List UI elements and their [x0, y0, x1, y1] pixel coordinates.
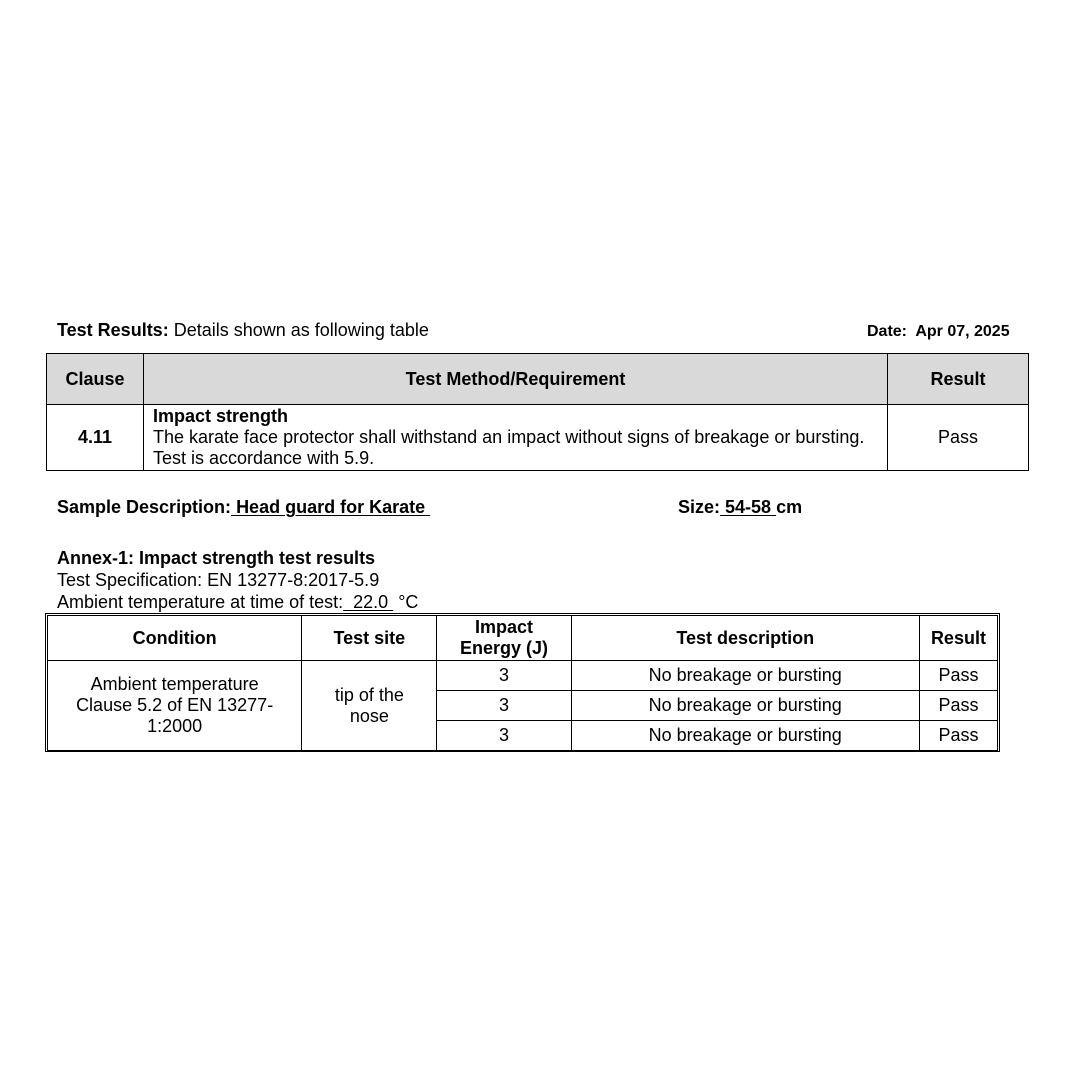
test-results-heading: [57, 320, 429, 341]
description-cell: No breakage or bursting: [571, 691, 919, 721]
table-header-row: [48, 616, 998, 661]
description-cell: No breakage or bursting: [571, 721, 919, 751]
column-header-result: Result: [919, 616, 997, 661]
result-cell: Pass: [919, 661, 997, 691]
test-results-label: Test Results:: [57, 320, 169, 340]
table-header-row: [47, 354, 1029, 405]
temp-label: Ambient temperature at time of test:: [57, 592, 344, 612]
column-header-result: Result: [888, 354, 1029, 405]
sample-size: [678, 497, 802, 518]
method-title: Impact strength: [153, 406, 289, 426]
size-value: 54-58: [725, 497, 772, 517]
description-cell: No breakage or bursting: [571, 661, 919, 691]
table-row: [47, 405, 1029, 471]
method-text: The karate face protector shall withstand an impact without signs of breakage or bursting. Test is accordance with 5.9.: [153, 427, 865, 468]
date-value: Apr 07, 2025: [915, 323, 1010, 340]
clause-cell: 4.11: [47, 405, 144, 471]
energy-cell: 3: [437, 661, 571, 691]
result-cell: Pass: [888, 405, 1029, 471]
condition-cell: Ambient temperature Clause 5.2 of EN 13277-1:2000: [48, 661, 302, 751]
size-label: Size:: [678, 497, 721, 517]
column-header-test-description: Test description: [571, 616, 919, 661]
test-results-table: [46, 353, 1029, 471]
date-label: Date:: [867, 323, 908, 340]
sample-description: [57, 497, 430, 518]
table-row: [48, 661, 998, 691]
column-header-impact-energy: Impact Energy (J): [437, 616, 571, 661]
annex-specification: Test Specification: EN 13277-8:2017-5.9: [57, 570, 380, 590]
report-date: [867, 323, 1010, 341]
test-results-text: Details shown as following table: [173, 320, 429, 340]
result-cell: Pass: [919, 691, 997, 721]
column-header-clause: Clause: [47, 354, 144, 405]
sample-description-label: Sample Description:: [57, 497, 232, 517]
column-header-method: Test Method/Requirement: [144, 354, 888, 405]
energy-cell: 3: [437, 691, 571, 721]
test-site-cell: tip of the nose: [302, 661, 437, 751]
size-unit: cm: [776, 497, 803, 517]
annex-title: Annex-1: Impact strength test results: [57, 548, 376, 568]
impact-test-table: [47, 615, 998, 751]
sample-description-value: Head guard for Karate: [236, 497, 426, 517]
method-cell: [144, 405, 888, 471]
annex-ambient-temperature: [57, 592, 418, 613]
result-cell: Pass: [919, 721, 997, 751]
annex-table-frame: [45, 613, 1000, 752]
temp-value: 22.0: [353, 592, 389, 612]
temp-unit: °C: [398, 592, 419, 612]
column-header-condition: Condition: [48, 616, 302, 661]
energy-cell: 3: [437, 721, 571, 751]
column-header-test-site: Test site: [302, 616, 437, 661]
